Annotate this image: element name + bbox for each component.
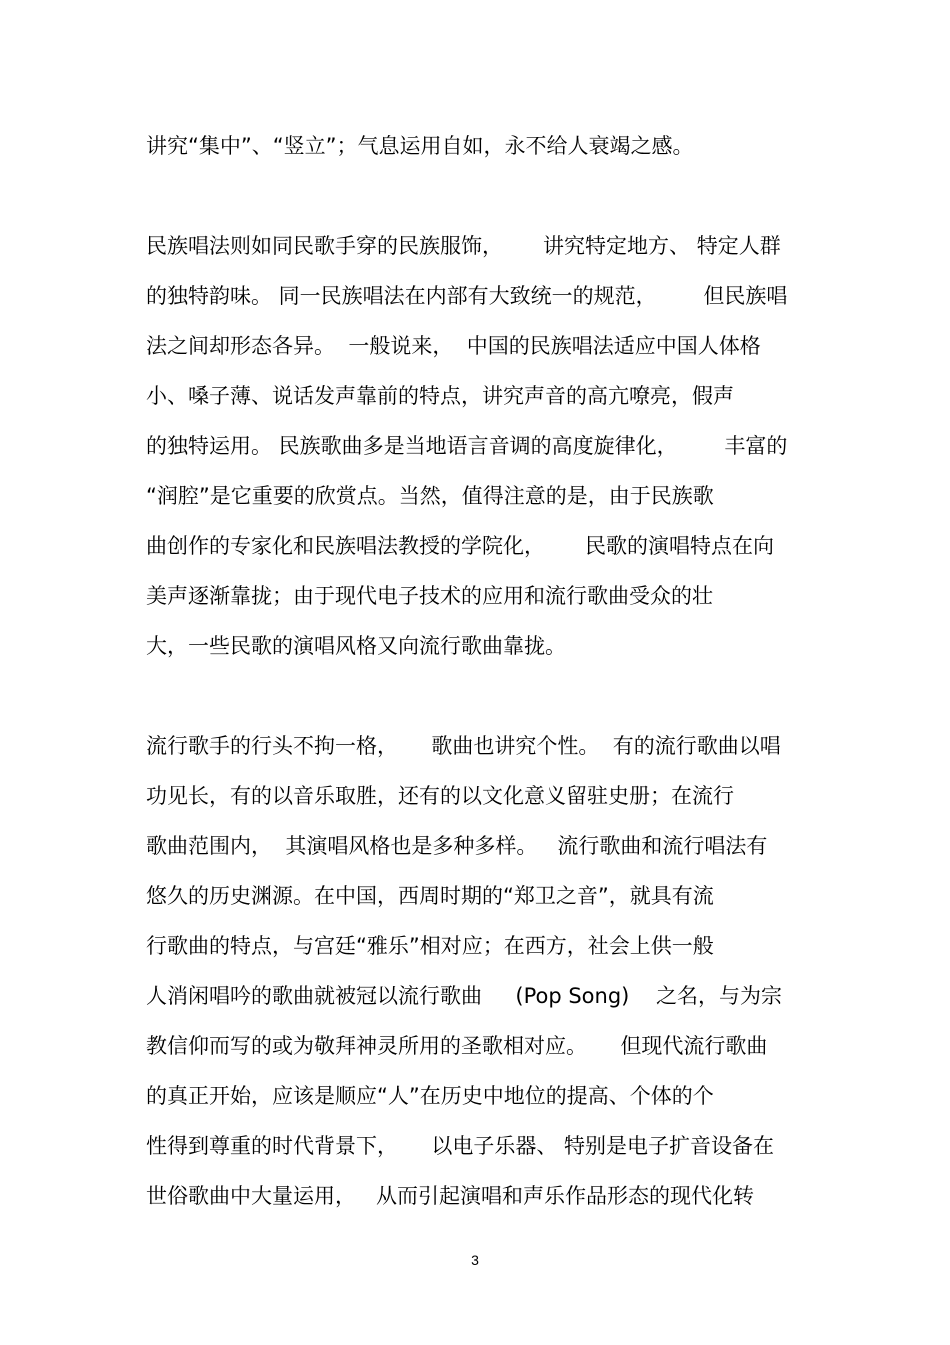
paragraph-2-line-3: 法之间却形态各异。 一般说来， 中国的民族唱法适应中国人体格 bbox=[146, 334, 761, 358]
paragraph-2-line-1: 民族唱法则如同民歌手穿的民族服饰， 讲究特定地方、 特定人群 bbox=[146, 234, 781, 258]
paragraph-3-line-7: 教信仰而写的或为敬拜神灵所用的圣歌相对应。 但现代流行歌曲 bbox=[146, 1034, 768, 1058]
paragraph-2-line-4: 小、嗓子薄、说话发声靠前的特点，讲究声音的高亢嘹亮，假声 bbox=[146, 384, 734, 408]
paragraph-3-line-8: 的真正开始，应该是顺应“人”在历史中地位的提高、个体的个 bbox=[146, 1084, 714, 1108]
paragraph-2-line-7: 曲创作的专家化和民族唱法教授的学院化， 民歌的演唱特点在向 bbox=[146, 534, 775, 558]
paragraph-2-line-6: “润腔”是它重要的欣赏点。当然，值得注意的是，由于民族歌 bbox=[146, 484, 714, 508]
paragraph-2-line-2: 的独特韵味。 同一民族唱法在内部有大致统一的规范， 但民族唱 bbox=[146, 284, 788, 308]
paragraph-3-line-2: 功见长，有的以音乐取胜，还有的以文化意义留驻史册；在流行 bbox=[146, 784, 734, 808]
paragraph-3-line-1: 流行歌手的行头不拘一格， 歌曲也讲究个性。 有的流行歌曲以唱 bbox=[146, 734, 781, 758]
paragraph-3-line-10: 世俗歌曲中大量运用， 从而引起演唱和声乐作品形态的现代化转 bbox=[146, 1184, 755, 1208]
paragraph-3-line-3: 歌曲范围内， 其演唱风格也是多种多样。 流行歌曲和流行唱法有 bbox=[146, 834, 768, 858]
paragraph-2-line-9: 大，一些民歌的演唱风格又向流行歌曲靠拢。 bbox=[146, 634, 566, 658]
paragraph-3-line-6: 人消闲唱吟的歌曲就被冠以流行歌曲 (Pop Song) 之名，与为宗 bbox=[146, 984, 783, 1008]
paragraph-3-line-5: 行歌曲的特点，与宫廷“雅乐”相对应；在西方，社会上供一般 bbox=[146, 934, 714, 958]
paragraph-2-line-5: 的独特运用。 民族歌曲多是当地语言音调的高度旋律化， 丰富的 bbox=[146, 434, 788, 458]
page-number: 3 bbox=[471, 1252, 479, 1268]
paragraph-1-line-1: 讲究“集中”、“竖立”；气息运用自如，永不给人衰竭之感。 bbox=[146, 134, 694, 158]
paragraph-3-line-4: 悠久的历史渊源。在中国，西周时期的“郑卫之音”，就具有流 bbox=[146, 884, 714, 908]
paragraph-3-line-9: 性得到尊重的时代背景下， 以电子乐器、 特别是电子扩音设备在 bbox=[146, 1134, 775, 1158]
paragraph-2-line-8: 美声逐渐靠拢；由于现代电子技术的应用和流行歌曲受众的壮 bbox=[146, 584, 713, 608]
